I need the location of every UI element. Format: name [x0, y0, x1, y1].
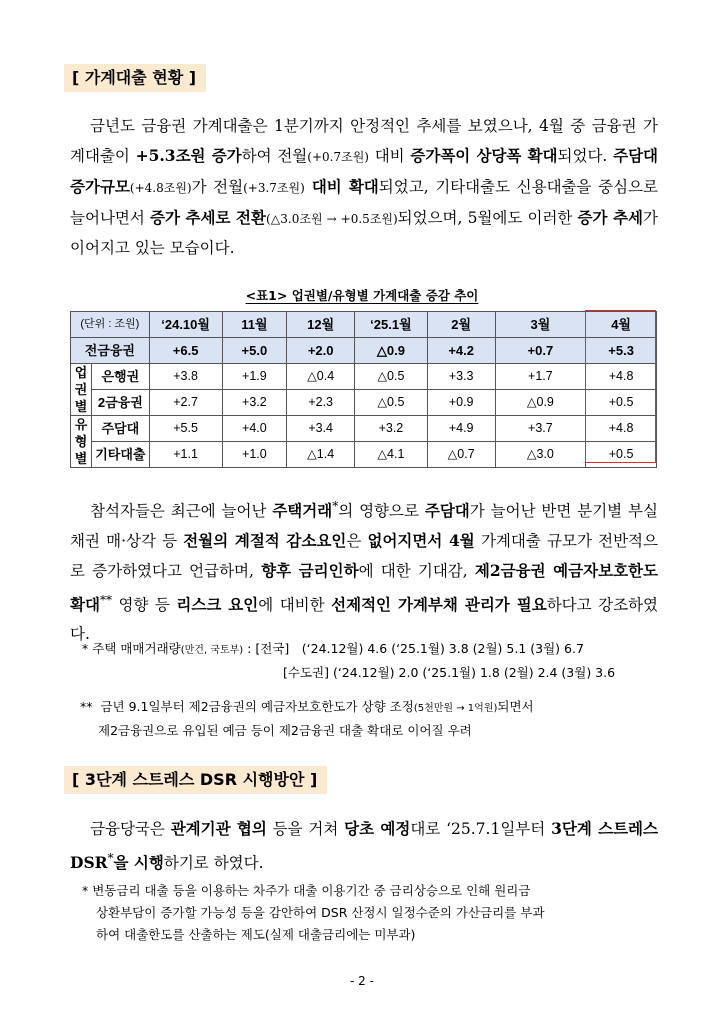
section-heading-stress-dsr: [ 3단계 스트레스 DSR 시행방안 ] — [64, 766, 327, 794]
table-cell: +0.7 — [495, 338, 586, 364]
table-cell: △0.9 — [495, 390, 586, 416]
household-loan-status-paragraph: 금년도 금융권 가계대출은 1분기까지 안정적인 추세를 보였으나, 4월 중 금융권 가계대출이 +5.3조원 증가하여 전월(+0.7조원) 대비 증가폭이 상당폭 확대되었다. 주담대 증가규모(+4.8조원)가 전월(+3.7조원) 대비 확대되었고, 기타대출도 신용대출을 중심으로 늘어나면서 증가 추세로 전환(△3.0조원 → +0.5조원)되었으며, 5월에도 이러한 증가 추세가 이어지고 있는 모습이다. — [70, 117, 659, 257]
table-cell: △0.9 — [355, 338, 428, 364]
group-label-sector — [71, 364, 92, 416]
table-cell: +2.0 — [287, 338, 355, 364]
table-cell: +0.9 — [427, 390, 495, 416]
table-cell: +5.3 — [586, 338, 657, 364]
table-cell: +0.5 — [586, 390, 657, 416]
table-cell: +4.2 — [427, 338, 495, 364]
table-cell: △3.0 — [495, 442, 586, 468]
table-cell: +3.2 — [222, 390, 287, 416]
table-cell: △4.1 — [355, 442, 428, 468]
row-label: 주담대 — [91, 416, 149, 442]
row-label: 기타대출 — [91, 442, 149, 468]
column-header: 12월 — [287, 312, 355, 338]
table-cell: +5.5 — [149, 416, 222, 442]
table-cell: +5.0 — [222, 338, 287, 364]
table-cell: +3.8 — [149, 364, 222, 390]
table-cell: △0.7 — [427, 442, 495, 468]
table-cell: +3.7 — [495, 416, 586, 442]
column-header: ‘24.10월 — [149, 312, 222, 338]
group-label-text: 업 권 별 — [74, 365, 88, 414]
table-cell: △0.5 — [355, 364, 428, 390]
table-cell: +6.5 — [149, 338, 222, 364]
table-cell: +1.7 — [495, 364, 586, 390]
footnote-deposit-protection: ** 금년 9.1일부터 제2금융권의 예금자보호한도가 상향 조정(5천만원 → 1억원)되면서 제2금융권으로 유입된 예금 등이 제2금융권 대출 확대로 이어질 우려 — [80, 699, 534, 738]
footnote-housing-transactions: * 주택 매매거래량(만건, 국토부) : [전국] (‘24.12월) 4.6 (‘25.1월) 3.8 (2월) 5.1 (3월) 6.7 [수도권] (‘24.12월) 2.0 (‘25.1월) 1.8 (2월) 2.4 (3월) 3.6 — [82, 641, 616, 680]
column-header: 3월 — [495, 312, 586, 338]
table-row — [71, 442, 657, 468]
row-label: 전금융권 — [71, 338, 150, 364]
table-cell: +1.0 — [222, 442, 287, 468]
table-cell: +3.2 — [355, 416, 428, 442]
table-row — [71, 364, 657, 390]
table-row — [71, 416, 657, 442]
table-row — [71, 390, 657, 416]
table-cell: +3.4 — [287, 416, 355, 442]
table-cell: +1.9 — [222, 364, 287, 390]
table-cell: +4.8 — [586, 416, 657, 442]
group-label-text: 유 형 별 — [74, 417, 88, 466]
participants-remarks-paragraph: 참석자들은 최근에 늘어난 주택거래*의 영향으로 주담대가 늘어난 반면 분기별 부실채권 매·상각 등 전월의 계절적 감소요인은 없어지면서 4월 가계대출 규모가 전반적으로 증가하였다고 언급하며, 향후 금리인하에 대한 기대감, 제2금융권 예금자보호한도 확대** 영향 등 리스크 요인에 대비한 선제적인 가계부채 관리가 필요하다고 강조하였다. — [70, 499, 658, 644]
table-cell: +0.5 — [586, 442, 657, 468]
stress-dsr-paragraph: 금융당국은 관계기관 협의 등을 거쳐 당초 예정대로 ‘25.7.1일부터 3단계 스트레스 DSR*을 시행하기로 하였다. — [70, 819, 658, 873]
table-cell: +1.1 — [149, 442, 222, 468]
column-header: 4월 — [586, 312, 657, 338]
table-cell: +2.7 — [149, 390, 222, 416]
table-cell: +4.9 — [427, 416, 495, 442]
table-cell: △1.4 — [287, 442, 355, 468]
group-label-type — [71, 416, 92, 468]
table-cell: +3.3 — [427, 364, 495, 390]
row-label: 은행권 — [91, 364, 149, 390]
unit-label: (단위 : 조원) — [71, 312, 150, 338]
page-number: - 2 - — [350, 974, 374, 988]
household-loan-table — [70, 311, 657, 468]
table-cell: +4.0 — [222, 416, 287, 442]
table-row-total — [71, 338, 657, 364]
column-header: 11월 — [222, 312, 287, 338]
table-cell: △0.4 — [287, 364, 355, 390]
column-header: 2월 — [427, 312, 495, 338]
table-cell: +4.8 — [586, 364, 657, 390]
table-title: <표1> 업권별/유형별 가계대출 증감 추이 — [245, 288, 479, 303]
table-cell: +2.3 — [287, 390, 355, 416]
section-heading-household-loans: [ 가계대출 현황 ] — [64, 64, 206, 92]
column-header: ‘25.1월 — [355, 312, 428, 338]
table-header-row — [71, 312, 657, 338]
table-cell: △0.5 — [355, 390, 428, 416]
footnote-stress-dsr: * 변동금리 대출 등을 이용하는 차주가 대출 이용기간 중 금리상승으로 인해 원리금 상환부담이 증가할 가능성 등을 감안하여 DSR 산정시 일정수준의 가산금리를 부과 하여 대출한도를 산출하는 제도(실제 대출금리에는 미부과) — [82, 883, 545, 942]
row-label: 2금융권 — [91, 390, 149, 416]
